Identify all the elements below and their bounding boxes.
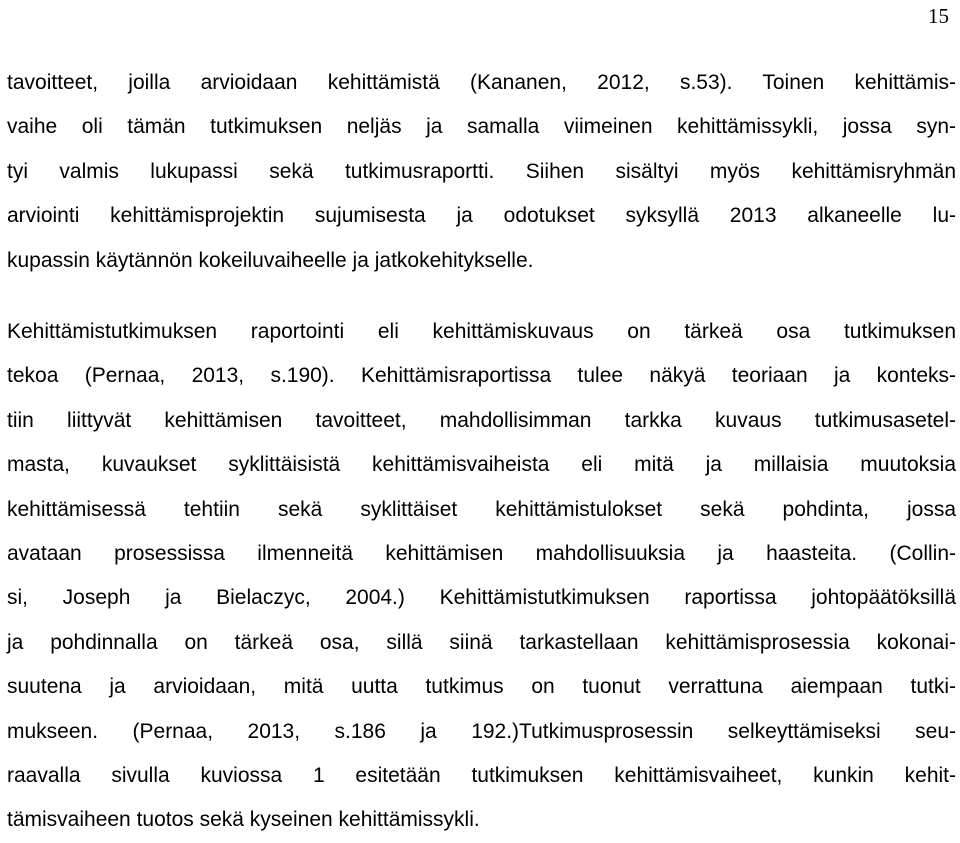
page-number: 15	[928, 4, 949, 28]
paragraph-2	[0, 310, 960, 843]
text-line: tyi valmis lukupassi sekä tutkimusraportti. Siihen sisältyi myös kehittämisryhmän	[7, 159, 956, 183]
text-line: kupassin käytännön kokeiluvaiheelle ja jatkokehitykselle.	[7, 248, 534, 272]
text-line: mukseen. (Pernaa, 2013, s.186 ja 192.)Tutkimusprosessin selkeyttämiseksi seu-	[7, 719, 956, 743]
text-line: suutena ja arvioidaan, mitä uutta tutkimus on tuonut verrattuna aiempaan tutki-	[7, 675, 956, 699]
text-line: raavalla sivulla kuviossa 1 esitetään tutkimuksen kehittämisvaiheet, kunkin kehit-	[7, 763, 956, 787]
text-line: Kehittämistutkimuksen raportointi eli kehittämiskuvaus on tärkeä osa tutkimuksen	[7, 320, 956, 343]
text-line: tiin liittyvät kehittämisen tavoitteet, mahdollisimman tarkka kuvaus tutkimusasetel-	[7, 408, 956, 432]
text-line: si, Joseph ja Bielaczyc, 2004.) Kehittämistutkimuksen raportissa johtopäätöksillä	[7, 586, 956, 610]
text-line: kehittämisessä tehtiin sekä syklittäiset kehittämistulokset sekä pohdinta, jossa	[7, 497, 956, 521]
text-line: avataan prosessissa ilmenneitä kehittämisen mahdollisuuksia ja haasteita. (Collin-	[7, 541, 956, 565]
text-line: vaihe oli tämän tutkimuksen neljäs ja samalla viimeinen kehittämissykli, jossa syn-	[7, 115, 956, 139]
text-line: ja pohdinnalla on tärkeä osa, sillä siinä tarkastellaan kehittämisprosessia kokonai-	[7, 630, 956, 654]
paragraph-1	[0, 61, 960, 283]
text-line: tämisvaiheen tuotos sekä kyseinen kehittämissykli.	[7, 808, 480, 832]
text-line: tekoa (Pernaa, 2013, s.190). Kehittämisraportissa tulee näkyä teoriaan ja konteks-	[7, 364, 956, 388]
text-line: tavoitteet, joilla arvioidaan kehittämistä (Kananen, 2012, s.53). Toinen kehittämis-	[7, 71, 956, 94]
text-line: masta, kuvaukset syklittäisistä kehittämisvaiheista eli mitä ja millaisia muutoksia	[7, 453, 956, 477]
text-line: arviointi kehittämisprojektin sujumisesta ja odotukset syksyllä 2013 alkaneelle lu-	[7, 204, 956, 228]
